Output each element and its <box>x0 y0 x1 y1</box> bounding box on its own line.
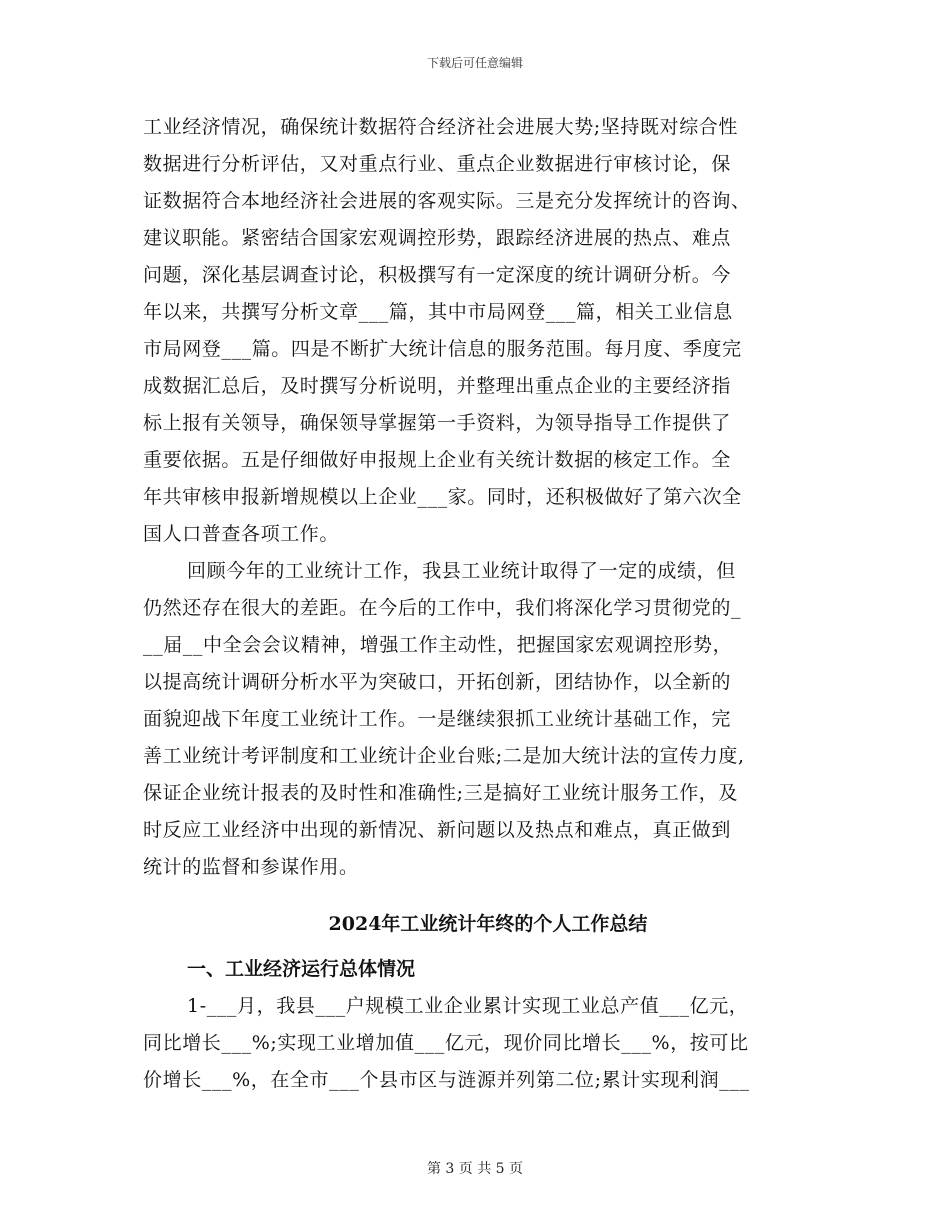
text-line: 问题，深化基层调查讨论，积极撰写有一定深度的统计调研分析。今 <box>143 264 732 286</box>
text-line: __届__中全会会议精神，增强工作主动性，把握国家宏观调控形势， <box>143 634 733 656</box>
text-line: 面貌迎战下年度工业统计工作。一是继续狠抓工业统计基础工作，完 <box>143 708 732 730</box>
text-line: 国人口普查各项工作。 <box>143 523 340 545</box>
paragraph-review <box>143 553 833 886</box>
text-line: 年共审核申报新增规模以上企业___家。同时，还积极做好了第六次全 <box>143 486 742 508</box>
text-line: 统计的监督和参谋作用。 <box>143 856 359 878</box>
page-number: 第 3 页 共 5 页 <box>426 1161 524 1177</box>
text-line: 市局网登___篇。四是不断扩大统计信息的服务范围。每月度、季度完 <box>143 338 742 360</box>
text-line: 以提高统计调研分析水平为突破口，开拓创新，团结协作，以全新的 <box>143 671 732 693</box>
text-line: 善工业统计考评制度和工业统计企业台账;二是加大统计法的宣传力度, <box>143 745 745 767</box>
text-line: 价增长___%，在全市___个县市区与涟源并列第二位;累计实现利润___ <box>143 1069 750 1091</box>
text-line: 同比增长___%;实现工业增加值___亿元，现价同比增长___%，按可比 <box>143 1032 749 1054</box>
text-line: 工业经济情况，确保统计数据符合经济社会进展大势;坚持既对综合性 <box>143 116 739 138</box>
section-paragraph <box>143 988 833 1099</box>
paragraph-continuation <box>143 109 833 553</box>
text-line: 保证企业统计报表的及时性和准确性;三是搞好工业统计服务工作，及 <box>143 782 739 804</box>
document-body <box>143 109 833 1099</box>
section-heading: 一、工业经济运行总体情况 <box>187 958 416 980</box>
text-line: 重要依据。五是仔细做好申报规上企业有关统计数据的核定工作。全 <box>143 449 732 471</box>
document-title: 2024年工业统计年终的个人工作总结 <box>328 913 648 935</box>
text-line: 时反应工业经济中出现的新情况、新问题以及热点和难点，真正做到 <box>143 819 732 841</box>
page-header-note: 下载后可任意编辑 <box>426 56 523 70</box>
text-line: 标上报有关领导，确保领导掌握第一手资料，为领导指导工作提供了 <box>143 412 732 434</box>
text-line: 1-___月，我县___户规模工业企业累计实现工业总产值___亿元， <box>187 995 749 1017</box>
text-line: 成数据汇总后，及时撰写分析说明，并整理出重点企业的主要经济指 <box>143 375 732 397</box>
text-line: 数据进行分析评估，又对重点行业、重点企业数据进行审核讨论，保 <box>143 153 732 175</box>
text-line: 年以来，共撰写分析文章___篇，其中市局网登___篇，相关工业信息 <box>143 301 733 323</box>
text-line: 证数据符合本地经济社会进展的客观实际。三是充分发挥统计的咨询、 <box>143 190 751 212</box>
text-line: 建议职能。紧密结合国家宏观调控形势，跟踪经济进展的热点、难点 <box>143 227 732 249</box>
text-line: 回顾今年的工业统计工作，我县工业统计取得了一定的成绩，但 <box>187 560 736 582</box>
text-line: 仍然还存在很大的差距。在今后的工作中，我们将深化学习贯彻党的_ <box>143 597 742 619</box>
